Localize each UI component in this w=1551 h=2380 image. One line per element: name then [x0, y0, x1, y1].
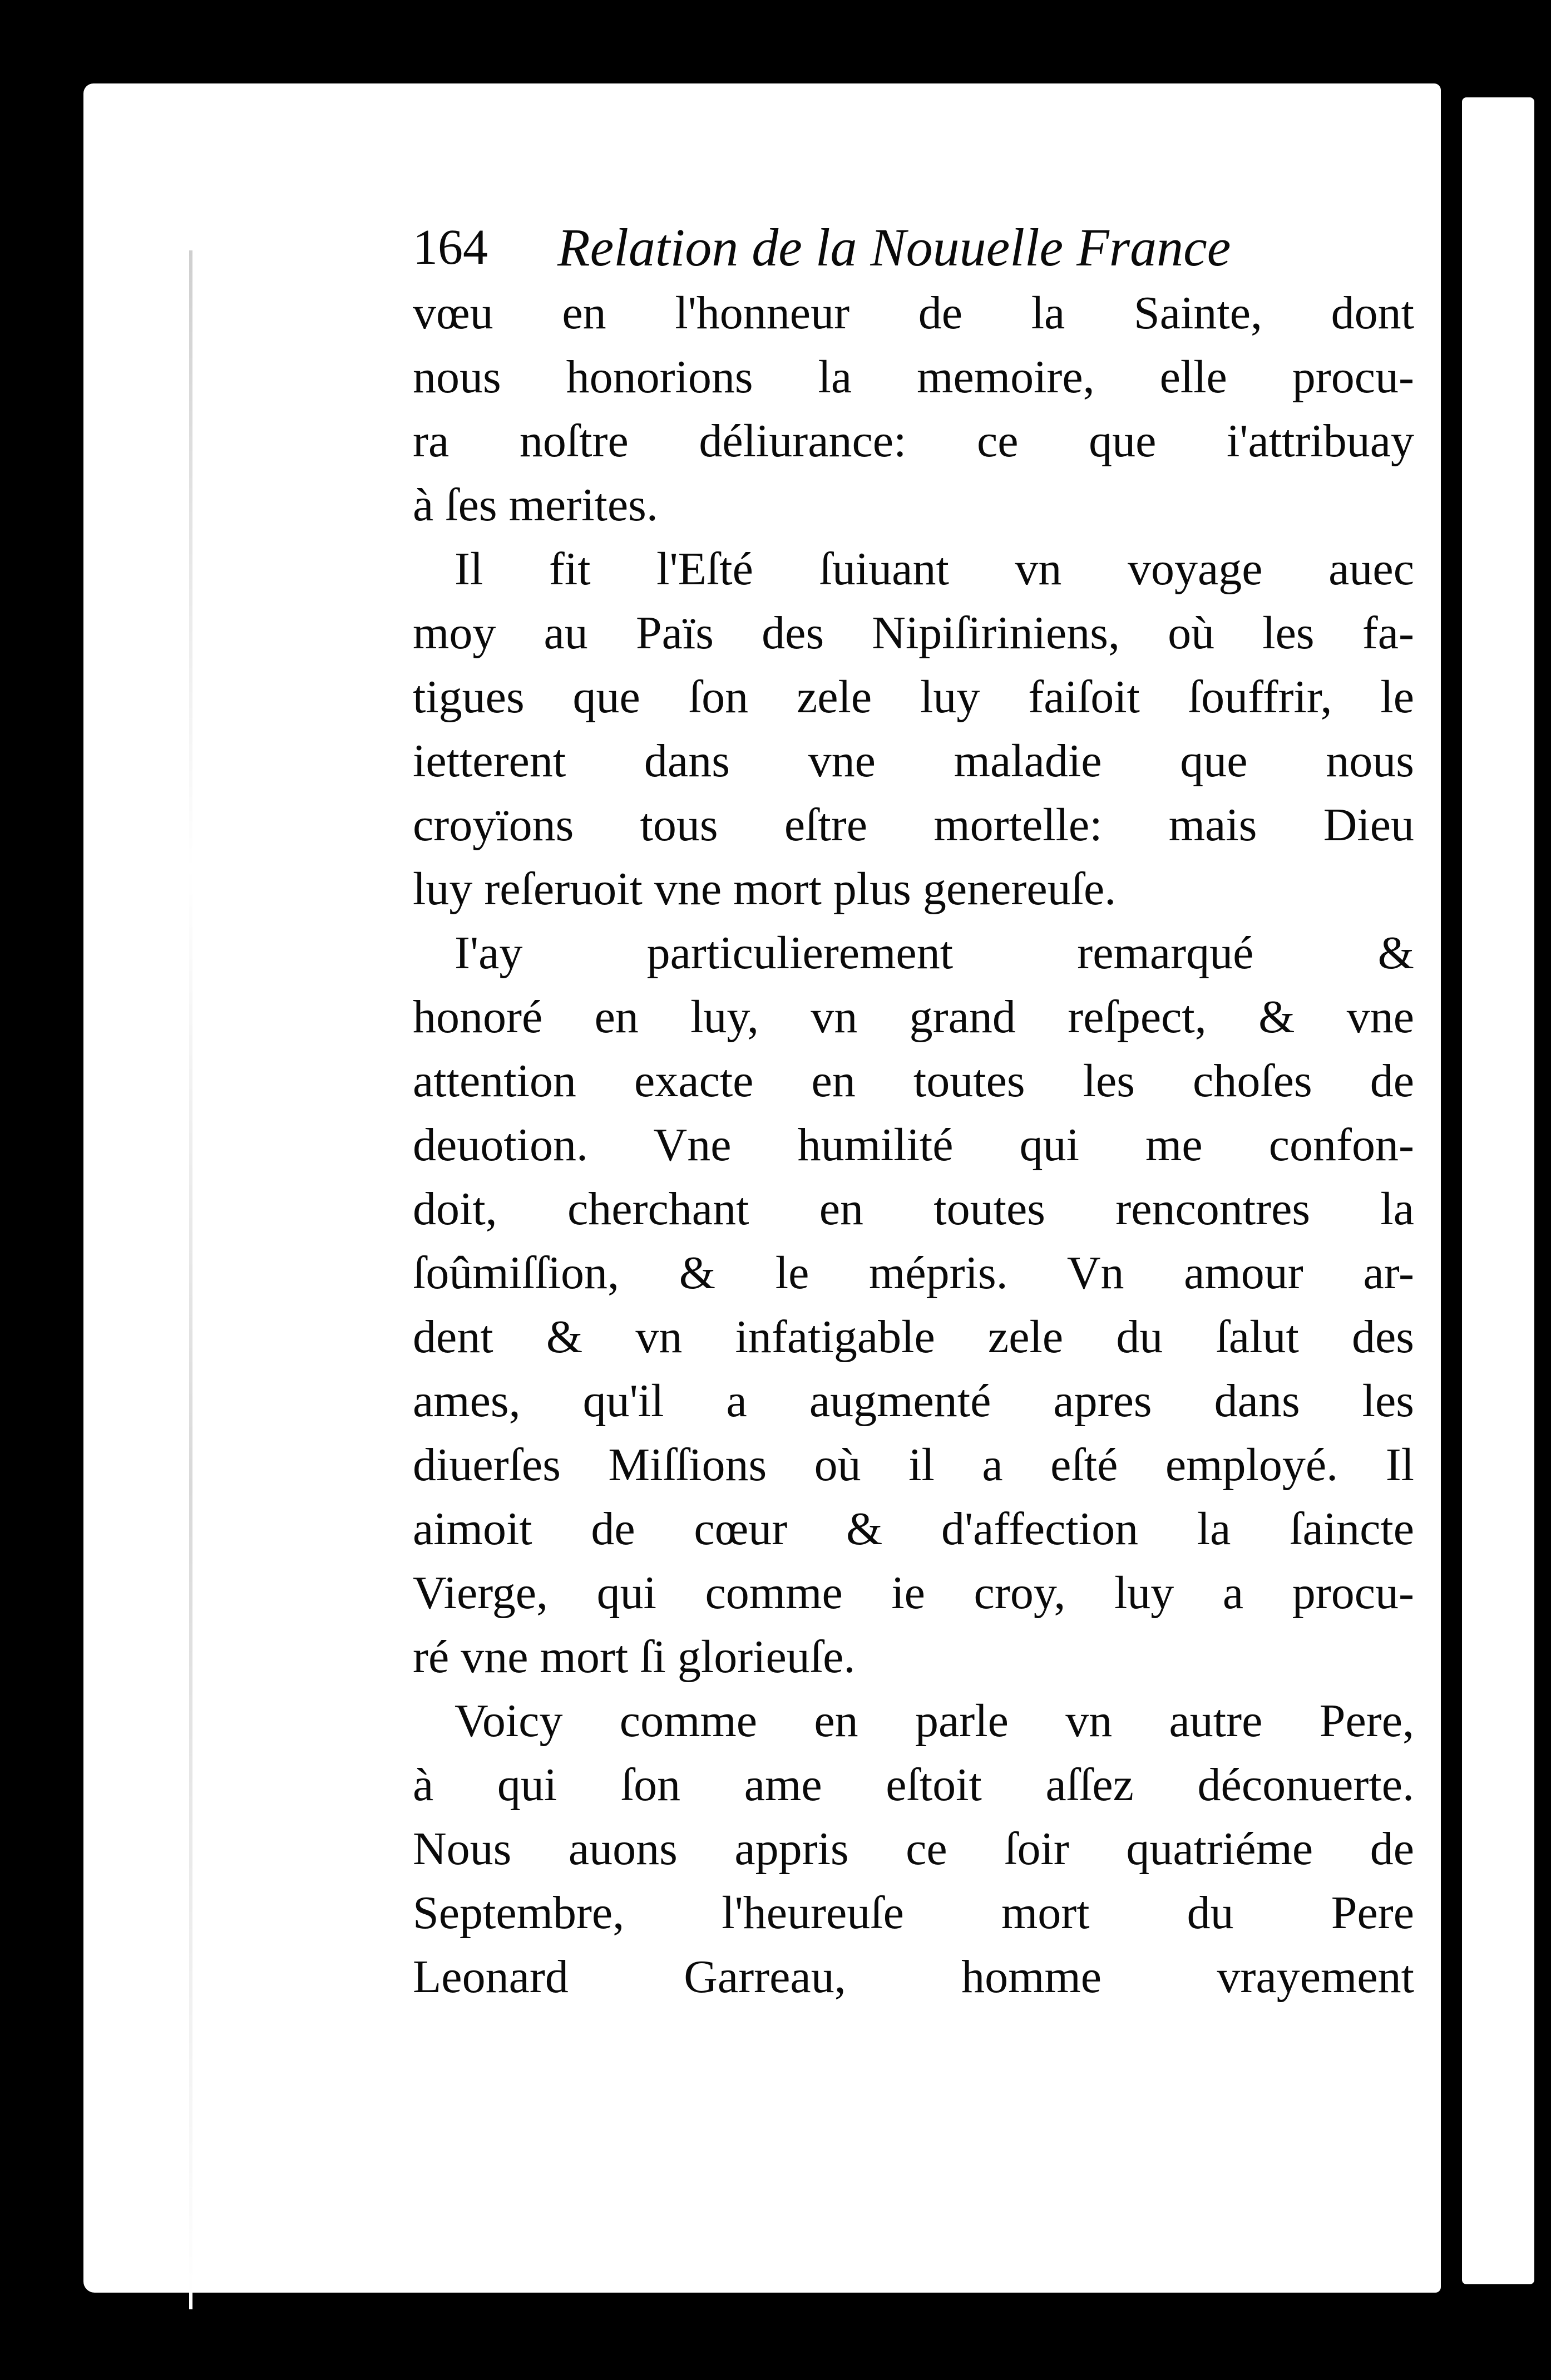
text-line: luy reſeruoit vne mort plus genereuſe.	[413, 863, 1117, 915]
text-line: croyïons tous eſtre mortelle: mais Dieu	[413, 799, 1414, 851]
text-line: moy au Païs des Nipiſiriniens, où les fa-	[413, 607, 1414, 659]
text-line: tigues que ſon zele luy faiſoit ſouffrir, le	[413, 671, 1414, 723]
text-line: à qui ſon ame eſtoit aſſez déconuerte.	[413, 1759, 1414, 1811]
text-line: deuotion. Vne humilité qui me confon-	[413, 1119, 1414, 1171]
text-line: Il fit l'Eſté ſuiuant vn voyage auec	[455, 543, 1414, 595]
text-line: ſoûmiſſion, & le mépris. Vn amour ar-	[413, 1247, 1414, 1299]
gutter-shadow	[189, 250, 192, 2309]
page-number: 164	[413, 220, 488, 275]
body-text	[413, 281, 1414, 2009]
text-line: ra noſtre déliurance: ce que i'attribuay	[413, 415, 1414, 467]
text-block	[413, 214, 1414, 2009]
text-line: I'ay particulierement remarqué &	[455, 927, 1414, 979]
text-line: ré vne mort ſi glorieuſe.	[413, 1631, 856, 1683]
text-line: Nous auons appris ce ſoir quatriéme de	[413, 1823, 1414, 1875]
text-line: nous honorions la memoire, elle procu-	[413, 351, 1414, 403]
text-line: diuerſes Miſſions où il a eſté employé. Il	[413, 1439, 1414, 1491]
text-line: à ſes merites.	[413, 479, 658, 531]
text-line: attention exacte en toutes les choſes de	[413, 1055, 1414, 1107]
text-line: honoré en luy, vn grand reſpect, & vne	[413, 991, 1414, 1043]
text-line: doit, cherchant en toutes rencontres la	[413, 1183, 1414, 1235]
text-line: Septembre, l'heureuſe mort du Pere	[413, 1887, 1414, 1939]
running-head: Relation de la Nouuelle France	[557, 218, 1231, 277]
text-line: ietterent dans vne maladie que nous	[413, 735, 1414, 787]
text-line: Vierge, qui comme ie croy, luy a procu-	[413, 1567, 1414, 1619]
adjacent-page-edge	[1462, 97, 1534, 2284]
text-line: vœu en l'honneur de la Sainte, dont	[413, 287, 1414, 339]
page-header	[413, 214, 1414, 281]
text-line: Leonard Garreau, homme vrayement	[413, 1951, 1414, 2003]
text-line: ames, qu'il a augmenté apres dans les	[413, 1375, 1414, 1427]
text-line: dent & vn infatigable zele du ſalut des	[413, 1311, 1414, 1363]
text-line: Voicy comme en parle vn autre Pere,	[455, 1695, 1414, 1747]
text-line: aimoit de cœur & d'affection la ſaincte	[413, 1503, 1414, 1555]
